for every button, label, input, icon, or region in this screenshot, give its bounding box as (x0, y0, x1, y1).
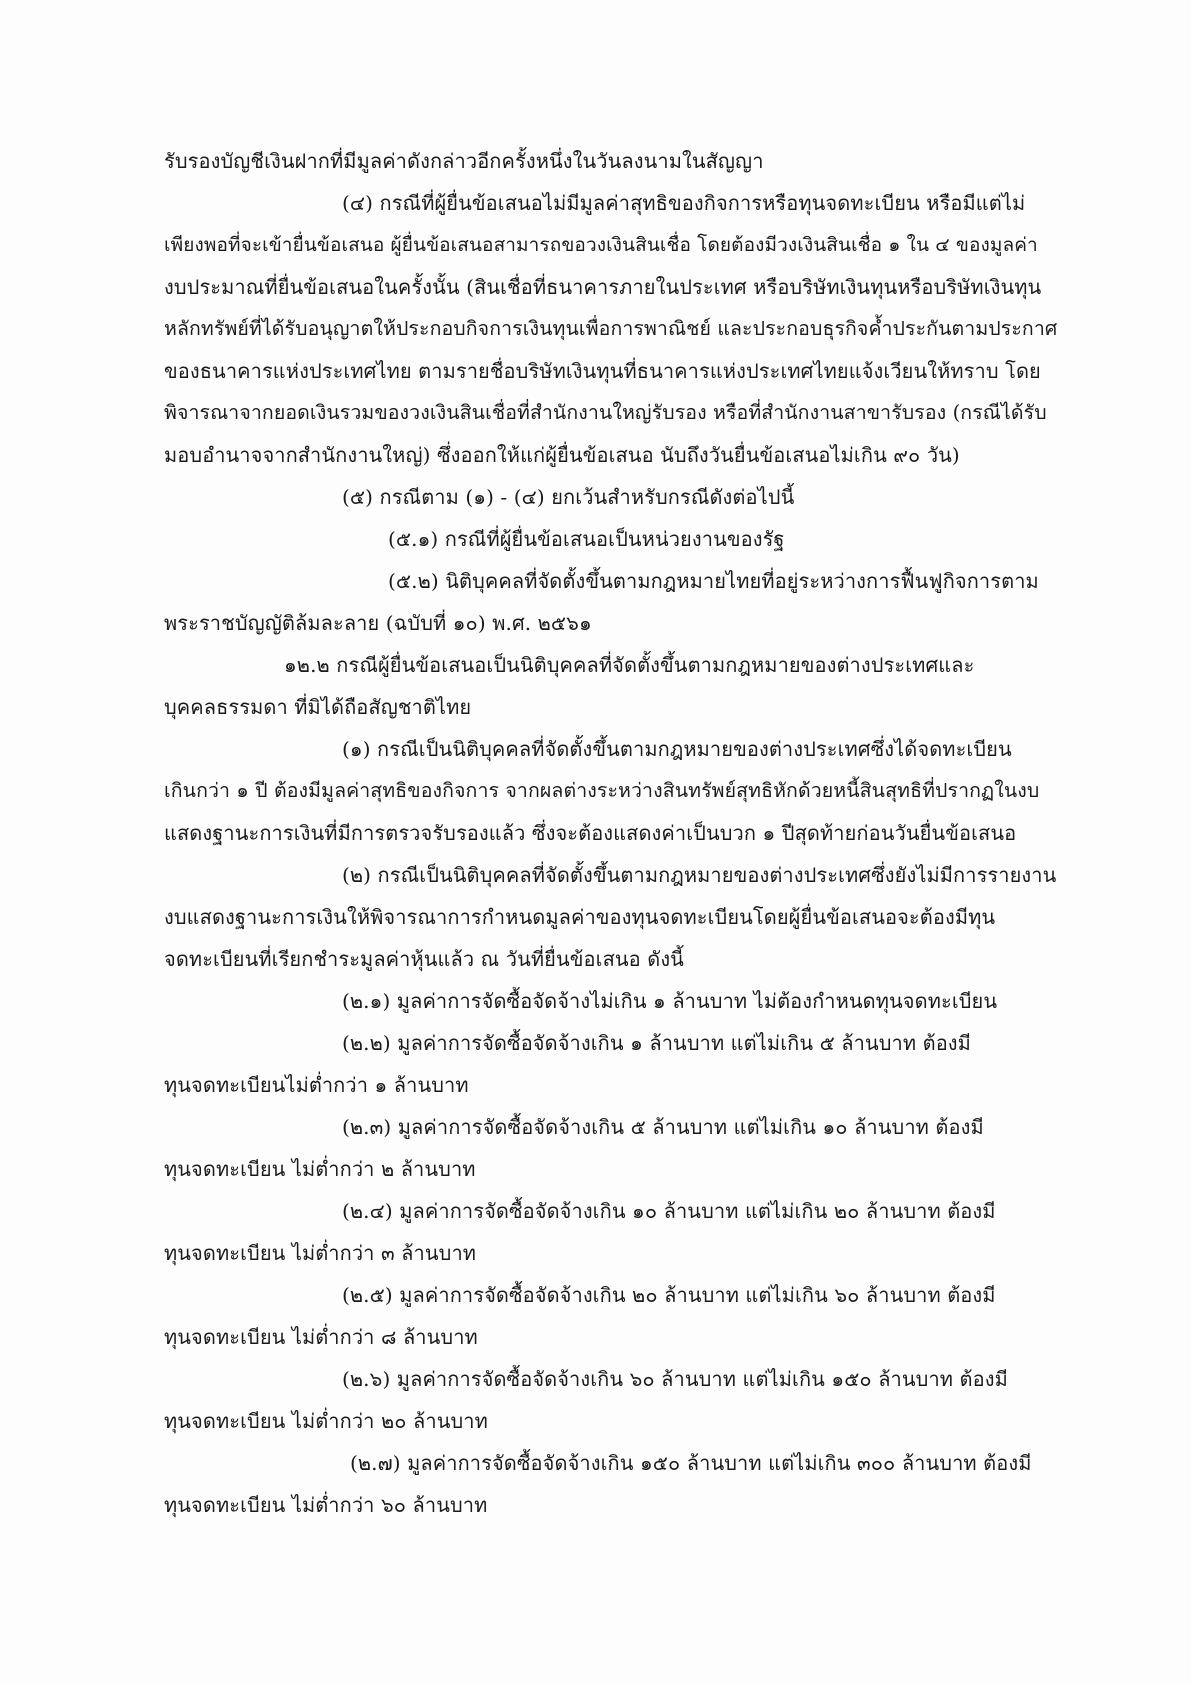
text-line: (๒.๕) มูลค่าการจัดซื้อจัดจ้างเกิน ๒๐ ล้านบาท แต่ไม่เกิน ๖๐ ล้านบาท ต้องมี (342, 1283, 996, 1307)
text-line: ทุนจดทะเบียน ไม่ต่ำกว่า ๖๐ ล้านบาท (164, 1493, 488, 1517)
text-line: ของธนาคารแห่งประเทศไทย ตามรายชื่อบริษัทเงินทุนที่ธนาคารแห่งประเทศไทยแจ้งเวียนให้ทราบ โดย (164, 359, 1041, 383)
text-line: หลักทรัพย์ที่ได้รับอนุญาตให้ประกอบกิจการเงินทุนเพื่อการพาณิชย์ และประกอบธุรกิจค้ำประกันตามประกาศ (164, 317, 1058, 340)
text-line: พิจารณาจากยอดเงินรวมของวงเงินสินเชื่อที่สำนักงานใหญ่รับรอง หรือที่สำนักงานสาขารับรอง (กรณีได้รับ (164, 401, 1047, 424)
text-line: แสดงฐานะการเงินที่มีการตรวจรับรองแล้ว ซึ่งจะต้องแสดงค่าเป็นบวก ๑ ปีสุดท้ายก่อนวันยื่นข้อเสนอ (164, 821, 1017, 845)
text-line: รับรองบัญชีเงินฝากที่มีมูลค่าดังกล่าวอีกครั้งหนึ่งในวันลงนามในสัญญา (164, 149, 764, 173)
text-line: ทุนจดทะเบียน ไม่ต่ำกว่า ๒๐ ล้านบาท (164, 1409, 488, 1433)
text-line: (๕.๒) นิติบุคคลที่จัดตั้งขึ้นตามกฎหมายไทยที่อยู่ระหว่างการฟื้นฟูกิจการตาม (388, 569, 1039, 593)
text-line: ทุนจดทะเบียนไม่ต่ำกว่า ๑ ล้านบาท (164, 1073, 469, 1097)
text-line: เกินกว่า ๑ ปี ต้องมีมูลค่าสุทธิของกิจการ จากผลต่างระหว่างสินทรัพย์สุทธิหักด้วยหนี้สินสุทธิที่ปรากฏในงบ (164, 779, 1040, 802)
text-line: (๒.๑) มูลค่าการจัดซื้อจัดจ้างไม่เกิน ๑ ล้านบาท ไม่ต้องกำหนดทุนจดทะเบียน (342, 989, 998, 1013)
text-line: (๒.๗) มูลค่าการจัดซื้อจัดจ้างเกิน ๑๕๐ ล้านบาท แต่ไม่เกิน ๓๐๐ ล้านบาท ต้องมี (350, 1451, 1032, 1475)
text-line: ทุนจดทะเบียน ไม่ต่ำกว่า ๒ ล้านบาท (164, 1157, 476, 1181)
text-line: มอบอำนาจจากสำนักงานใหญ่) ซึ่งออกให้แก่ผู้ยื่นข้อเสนอ นับถึงวันยื่นข้อเสนอไม่เกิน ๙๐ วัน) (164, 443, 960, 467)
text-line: ทุนจดทะเบียน ไม่ต่ำกว่า ๓ ล้านบาท (164, 1241, 477, 1265)
text-line: (๒.๔) มูลค่าการจัดซื้อจัดจ้างเกิน ๑๐ ล้านบาท แต่ไม่เกิน ๒๐ ล้านบาท ต้องมี (342, 1199, 996, 1223)
text-line: (๒.๒) มูลค่าการจัดซื้อจัดจ้างเกิน ๑ ล้านบาท แต่ไม่เกิน ๕ ล้านบาท ต้องมี (342, 1031, 971, 1055)
text-line: งบแสดงฐานะการเงินให้พิจารณาการกำหนดมูลค่าของทุนจดทะเบียนโดยผู้ยื่นข้อเสนอจะต้องมีทุน (164, 905, 996, 929)
text-line: (๒) กรณีเป็นนิติบุคคลที่จัดตั้งขึ้นตามกฎหมายของต่างประเทศซึ่งยังไม่มีการรายงาน (342, 863, 1057, 887)
text-line: ทุนจดทะเบียน ไม่ต่ำกว่า ๘ ล้านบาท (164, 1325, 478, 1349)
text-line: (๒.๓) มูลค่าการจัดซื้อจัดจ้างเกิน ๕ ล้านบาท แต่ไม่เกิน ๑๐ ล้านบาท ต้องมี (342, 1115, 984, 1139)
text-line: จดทะเบียนที่เรียกชำระมูลค่าหุ้นแล้ว ณ วันที่ยื่นข้อเสนอ ดังนี้ (164, 947, 684, 971)
text-line: (๑) กรณีเป็นนิติบุคคลที่จัดตั้งขึ้นตามกฎหมายของต่างประเทศซึ่งได้จดทะเบียน (342, 737, 1012, 761)
text-line: (๔) กรณีที่ผู้ยื่นข้อเสนอไม่มีมูลค่าสุทธิของกิจการหรือทุนจดทะเบียน หรือมีแต่ไม่ (342, 191, 1026, 215)
text-line: ๑๒.๒ กรณีผู้ยื่นข้อเสนอเป็นนิติบุคคลที่จัดตั้งขึ้นตามกฎหมายของต่างประเทศและ (284, 653, 975, 677)
text-line: (๒.๖) มูลค่าการจัดซื้อจัดจ้างเกิน ๖๐ ล้านบาท แต่ไม่เกิน ๑๕๐ ล้านบาท ต้องมี (342, 1367, 1008, 1391)
text-line: พระราชบัญญัติล้มละลาย (ฉบับที่ ๑๐) พ.ศ. ๒๕๖๑ (164, 611, 592, 635)
text-line: บุคคลธรรมดา ที่มิได้ถือสัญชาติไทย (164, 695, 472, 719)
text-line: งบประมาณที่ยื่นข้อเสนอในครั้งนั้น (สินเชื่อที่ธนาคารภายในประเทศ หรือบริษัทเงินทุนหรือบริษัทเงินทุน (164, 275, 1042, 299)
text-line: เพียงพอที่จะเข้ายื่นข้อเสนอ ผู้ยื่นข้อเสนอสามารถขอวงเงินสินเชื่อ โดยต้องมีวงเงินสินเชื่อ ๑ ใน ๔ ของมูลค่า (164, 234, 1038, 256)
text-line: (๕) กรณีตาม (๑) - (๔) ยกเว้นสำหรับกรณีดังต่อไปนี้ (342, 485, 795, 509)
text-line: (๕.๑) กรณีที่ผู้ยื่นข้อเสนอเป็นหน่วยงานของรัฐ (388, 527, 785, 551)
